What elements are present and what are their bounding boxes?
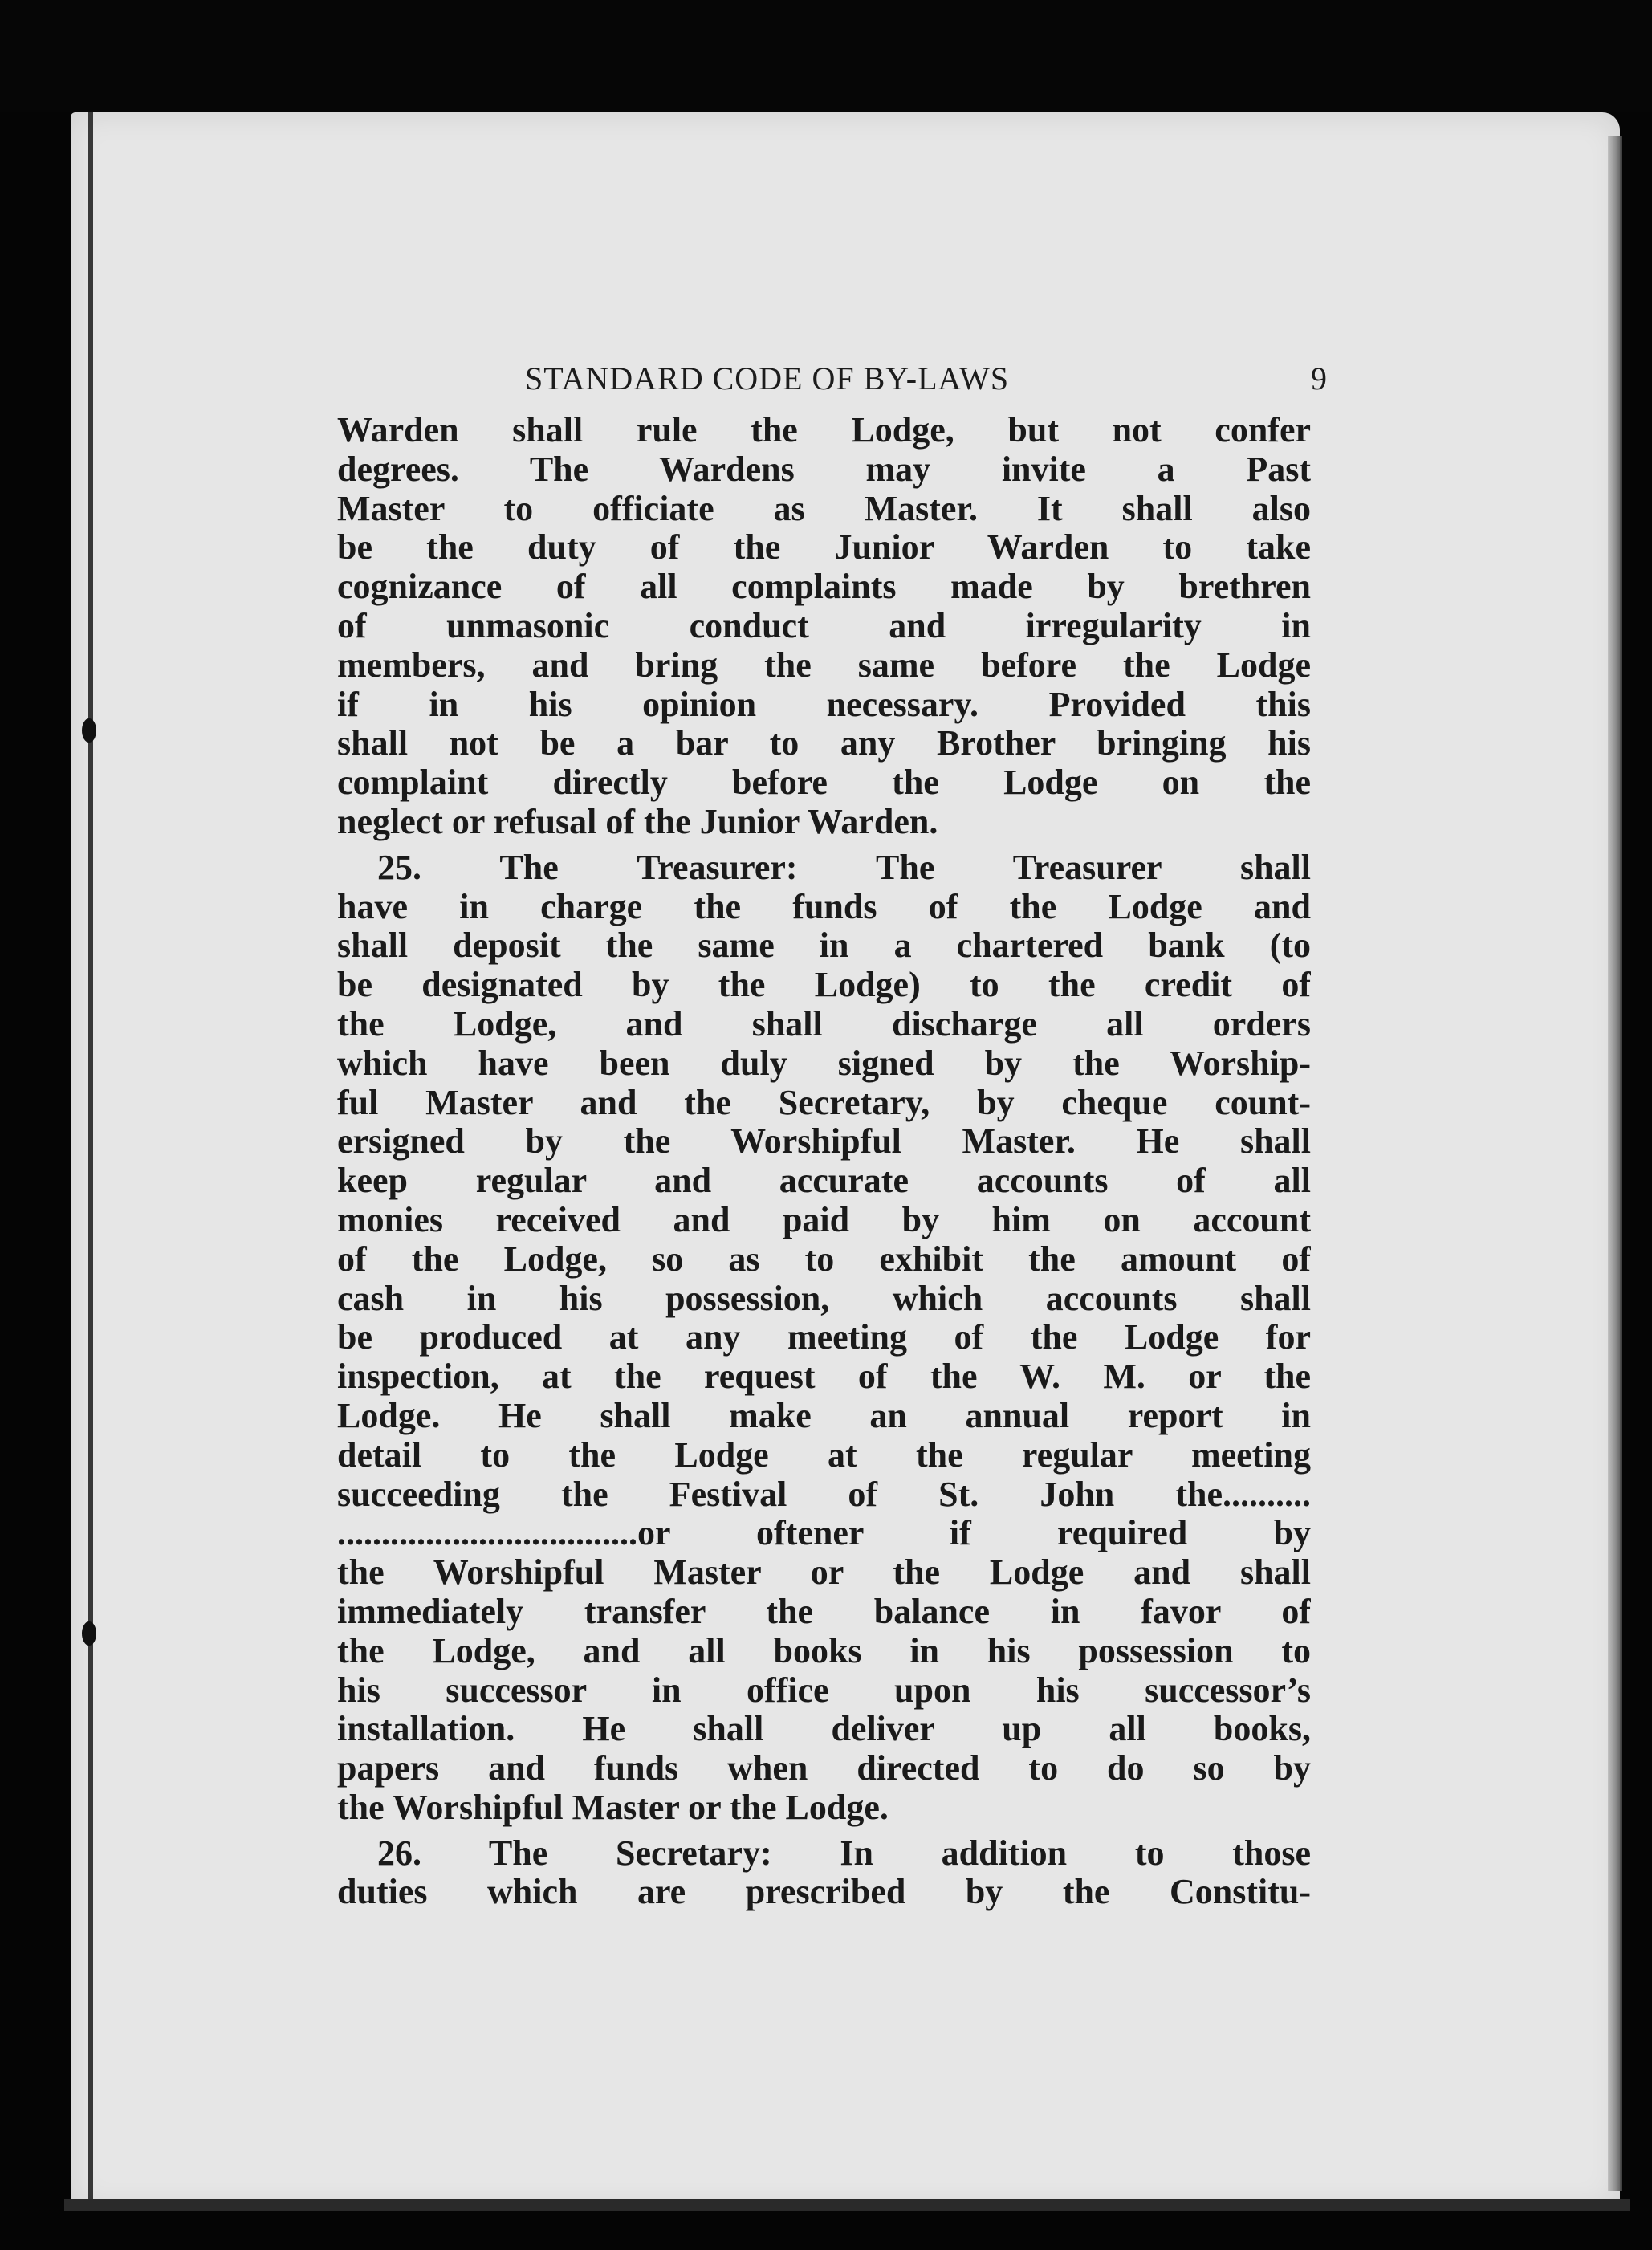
text-line: Lodge. He shall make an annual report in: [337, 1396, 1311, 1435]
text-line: duties which are prescribed by the Constitu-: [337, 1873, 1311, 1912]
text-line: immediately transfer the balance in favor of: [337, 1592, 1311, 1631]
paragraph-gap: [337, 1828, 1311, 1834]
text-line: ..................................or oftener if required by: [337, 1514, 1311, 1553]
page-spine-shadow: [88, 112, 93, 2210]
page-bottom-edge: [64, 2199, 1630, 2211]
text-line: cognizance of all complaints made by brethren: [337, 568, 1311, 607]
text-line: degrees. The Wardens may invite a Past: [337, 450, 1311, 489]
paragraph: [337, 848, 1311, 1828]
text-line: if in his opinion necessary. Provided this: [337, 685, 1311, 724]
paragraph-gap: [337, 842, 1311, 848]
text-line: detail to the Lodge at the regular meeting: [337, 1435, 1311, 1475]
text-line: members, and bring the same before the Lodge: [337, 645, 1311, 685]
text-line: papers and funds when directed to do so by: [337, 1749, 1311, 1788]
text-line: Master to officiate as Master. It shall also: [337, 489, 1311, 528]
paragraph: [337, 1834, 1311, 1913]
text-line: his successor in office upon his successor’s: [337, 1670, 1311, 1710]
text-line: of the Lodge, so as to exhibit the amount of: [337, 1239, 1311, 1279]
text-line: Warden shall rule the Lodge, but not confer: [337, 411, 1311, 450]
text-line: keep regular and accurate accounts of all: [337, 1162, 1311, 1201]
text-line: 26. The Secretary: In addition to those: [377, 1833, 1311, 1873]
text-line: shall deposit the same in a chartered bank (to: [337, 926, 1311, 966]
text-line: which have been duly signed by the Worship-: [337, 1044, 1311, 1083]
text-line: the Lodge, and shall discharge all orders: [337, 1004, 1311, 1044]
text-line: shall not be a bar to any Brother bringing his: [337, 724, 1311, 763]
text-line: succeeding the Festival of St. John the..........: [337, 1475, 1311, 1514]
text-line: be produced at any meeting of the Lodge for: [337, 1318, 1311, 1357]
text-line: the Lodge, and all books in his possession to: [337, 1631, 1311, 1670]
text-line: 25. The Treasurer: The Treasurer shall: [377, 848, 1311, 887]
text-line: ful Master and the Secretary, by cheque count-: [337, 1083, 1311, 1122]
binding-mark: [82, 718, 96, 743]
page-edge-shadow: [1608, 136, 1622, 2191]
text-line: be the duty of the Junior Warden to take: [337, 528, 1311, 568]
text-line: ersigned by the Worshipful Master. He shall: [337, 1122, 1311, 1162]
text-line: installation. He shall deliver up all books,: [337, 1710, 1311, 1749]
text-line: be designated by the Lodge) to the credit of: [337, 966, 1311, 1005]
text-line: neglect or refusal of the Junior Warden.: [337, 802, 938, 841]
text-line: have in charge the funds of the Lodge and: [337, 887, 1311, 926]
text-line: cash in his possession, which accounts shall: [337, 1279, 1311, 1318]
body-text: [337, 411, 1311, 1912]
text-line: of unmasonic conduct and irregularity in: [337, 606, 1311, 645]
running-header: [525, 360, 1328, 401]
text-line: the Worshipful Master or the Lodge and shall: [337, 1553, 1311, 1593]
scan-background: [0, 0, 1652, 112]
binding-mark: [82, 1621, 96, 1646]
paragraph: [337, 411, 1311, 842]
text-line: inspection, at the request of the W. M. or the: [337, 1357, 1311, 1397]
running-title: STANDARD CODE OF BY-LAWS: [525, 360, 1010, 397]
text-line: complaint directly before the Lodge on the: [337, 763, 1311, 803]
text-line: monies received and paid by him on account: [337, 1200, 1311, 1239]
text-line: the Worshipful Master or the Lodge.: [337, 1788, 889, 1827]
page-number: 9: [1311, 360, 1328, 397]
